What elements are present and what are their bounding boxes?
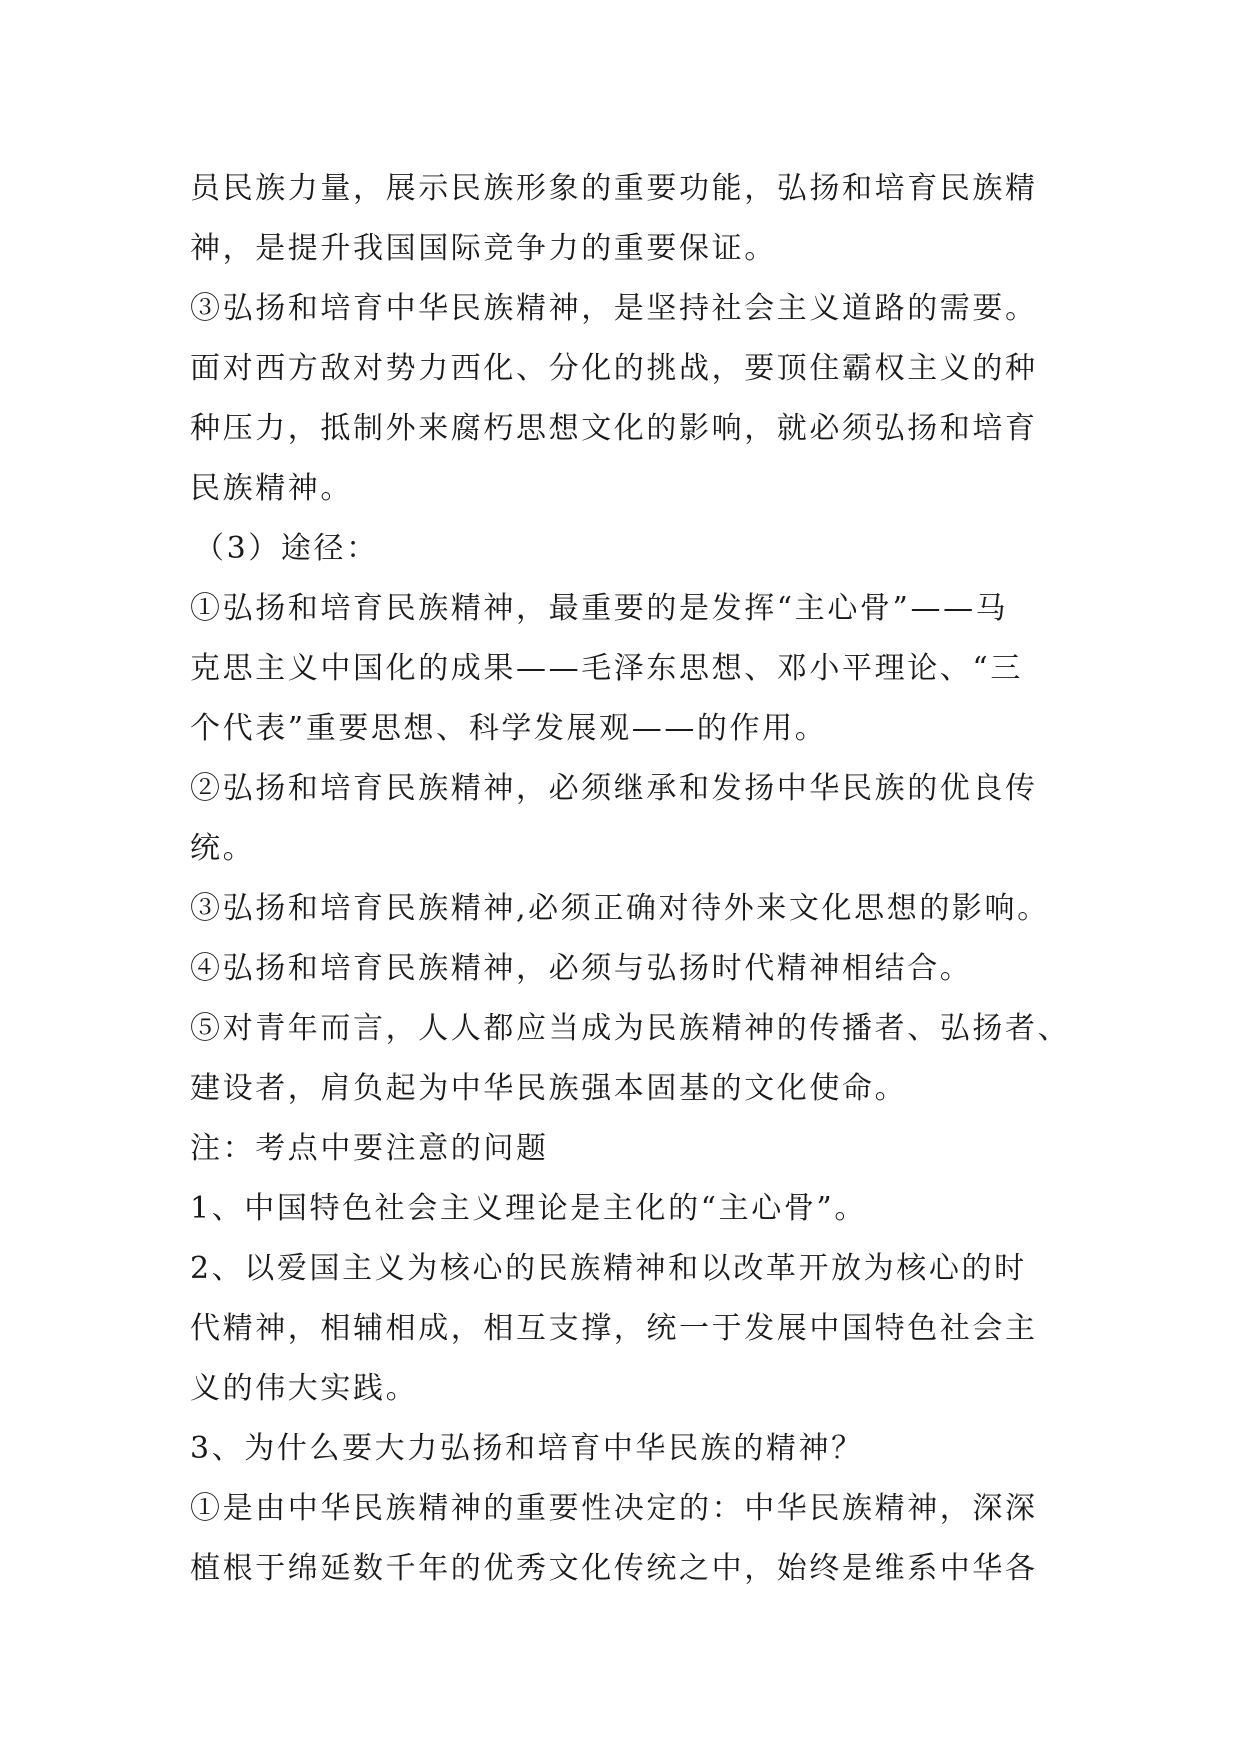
text-line: ⑤对青年而言，人人都应当成为民族精神的传播者、弘扬者、: [190, 1011, 1071, 1046]
text-line: ④弘扬和培育民族精神，必须与弘扬时代精神相结合。: [190, 951, 973, 986]
section-heading: （3）途径：: [194, 531, 379, 566]
text-line: 2、以爱国主义为核心的民族精神和以改革开放为核心的时: [190, 1251, 1027, 1286]
text-line: 植根于绵延数千年的优秀文化传统之中，始终是维系中华各: [190, 1551, 1038, 1586]
text-line: ①弘扬和培育民族精神，最重要的是发挥“主心骨”——马: [190, 591, 1009, 626]
text-line: 民族精神。: [190, 471, 353, 506]
text-line: 种压力，抵制外来腐朽思想文化的影响，就必须弘扬和培育: [190, 411, 1038, 446]
text-line: ③弘扬和培育民族精神,必须正确对待外来文化思想的影响。: [190, 891, 1050, 926]
text-line: 代精神，相辅相成，相互支撑，统一于发展中国特色社会主: [190, 1311, 1038, 1346]
text-line: 个代表”重要思想、科学发展观——的作用。: [190, 711, 828, 746]
text-line: ①是由中华民族精神的重要性决定的：中华民族精神，深深: [190, 1491, 1038, 1526]
text-line: 统。: [190, 831, 256, 866]
text-line: 员民族力量，展示民族形象的重要功能，弘扬和培育民族精: [190, 171, 1038, 206]
text-line: 建设者，肩负起为中华民族强本固基的文化使命。: [190, 1071, 908, 1106]
text-line: 克思主义中国化的成果——毛泽东思想、邓小平理论、“三: [190, 651, 1023, 686]
note-heading: 注：考点中要注意的问题: [190, 1131, 549, 1166]
text-line: 面对西方敌对势力西化、分化的挑战，要顶住霸权主义的种: [190, 351, 1038, 386]
text-line: 义的伟大实践。: [190, 1371, 419, 1406]
text-line: ②弘扬和培育民族精神，必须继承和发扬中华民族的优良传: [190, 771, 1038, 806]
text-line: 1、中国特色社会主义理论是主化的“主心骨”。: [190, 1191, 867, 1226]
text-line: 神，是提升我国国际竞争力的重要保证。: [190, 231, 777, 266]
document-body: [190, 159, 1090, 1599]
text-line: 3、为什么要大力弘扬和培育中华民族的精神？: [190, 1431, 864, 1466]
text-line: ③弘扬和培育中华民族精神，是坚持社会主义道路的需要。: [190, 291, 1038, 326]
